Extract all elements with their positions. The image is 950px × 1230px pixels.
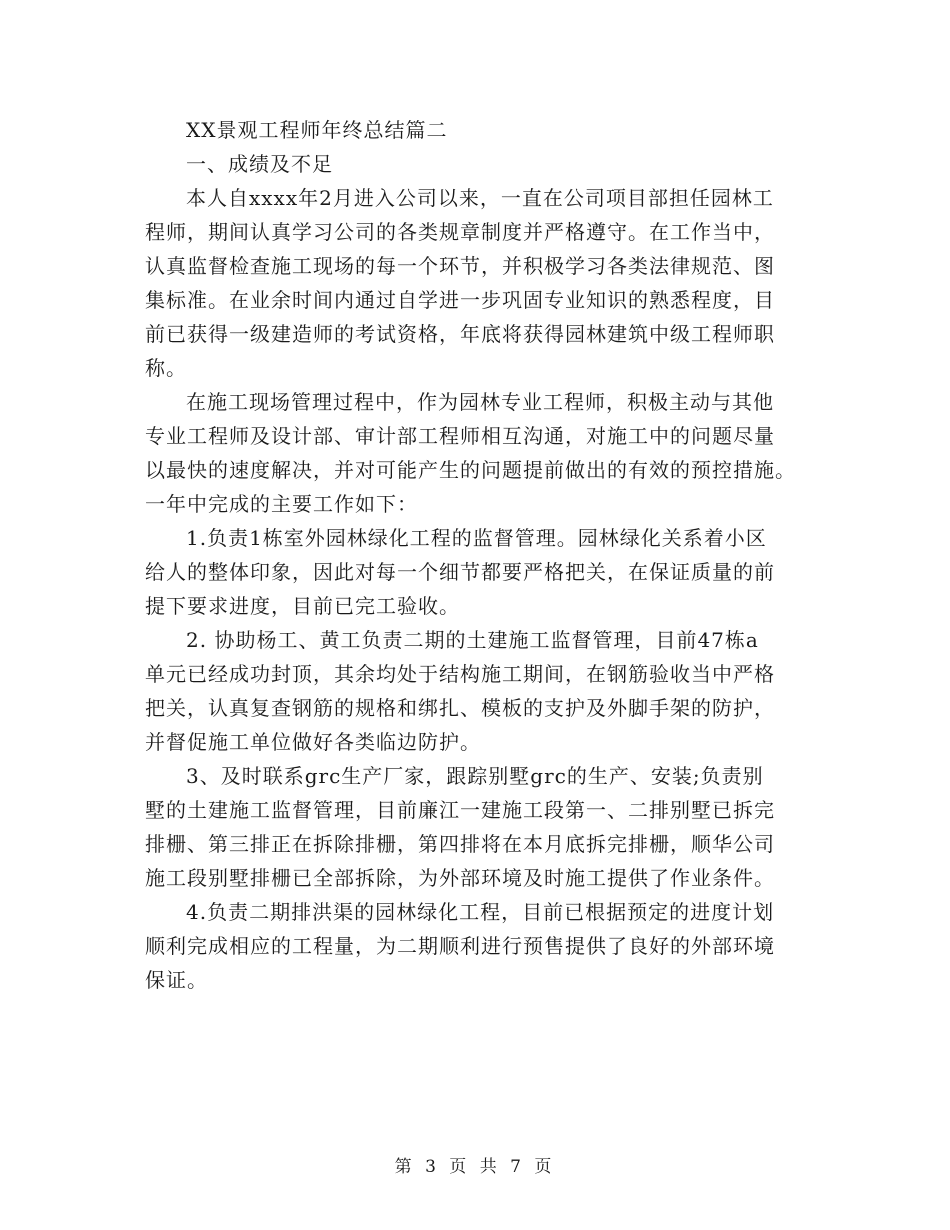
paragraph-line: 单元已经成功封顶，其余均处于结构施工期间，在钢筋验收当中严格 [145,662,775,686]
section-heading: 一、成绩及不足 [186,152,333,176]
paragraph-line: 2. 协助杨工、黄工负责二期的土建施工监督管理，目前47栋a [186,628,759,652]
paragraph-line: 并督促施工单位做好各类临边防护。 [145,730,481,754]
paragraph-line: 一年中完成的主要工作如下： [145,492,418,516]
paragraph-line: 给人的整体印象，因此对每一个细节都要严格把关，在保证质量的前 [145,560,775,584]
work-item-2 [145,623,810,759]
document-title: XX景观工程师年终总结篇二 [186,118,448,142]
paragraph-line: 3、及时联系grc生产厂家，跟踪别墅grc的生产、安装;负责别 [186,764,764,788]
document-body [145,113,810,997]
paragraph-line: 专业工程师及设计部、审计部工程师相互沟通，对施工中的问题尽量 [145,424,775,448]
paragraph-line: 程师，期间认真学习公司的各类规章制度并严格遵守。在工作当中， [145,220,775,244]
page-number-footer: 第 3 页 共 7 页 [394,1157,556,1177]
paragraph-1 [145,181,810,385]
paragraph-line: 前已获得一级建造师的考试资格，年底将获得园林建筑中级工程师职 [145,322,775,346]
paragraph-line: 顺利完成相应的工程量，为二期顺利进行预售提供了良好的外部环境 [145,934,775,958]
paragraph-line: 集标准。在业余时间内通过自学进一步巩固专业知识的熟悉程度，目 [145,288,775,312]
paragraph-line: 墅的土建施工监督管理，目前廉江一建施工段第一、二排别墅已拆完 [145,798,775,822]
paragraph-line: 在施工现场管理过程中，作为园林专业工程师，积极主动与其他 [186,390,774,414]
paragraph-line: 施工段别墅排栅已全部拆除，为外部环境及时施工提供了作业条件。 [145,866,775,890]
work-item-4 [145,895,810,997]
paragraph-line: 1.负责1栋室外园林绿化工程的监督管理。园林绿化关系着小区 [186,526,767,550]
work-item-3 [145,759,810,895]
paragraph-line: 排栅、第三排正在拆除排栅，第四排将在本月底拆完排栅，顺华公司 [145,832,775,856]
paragraph-line: 以最快的速度解决，并对可能产生的问题提前做出的有效的预控措施。 [145,458,796,482]
paragraph-line: 本人自xxxx年2月进入公司以来，一直在公司项目部担任园林工 [186,186,774,210]
paragraph-line: 提下要求进度，目前已完工验收。 [145,594,460,618]
paragraph-line: 称。 [145,356,187,380]
paragraph-line: 保证。 [145,968,208,992]
paragraph-line: 认真监督检查施工现场的每一个环节，并积极学习各类法律规范、图 [145,254,775,278]
paragraph-2 [145,385,810,521]
paragraph-line: 把关，认真复查钢筋的规格和绑扎、模板的支护及外脚手架的防护， [145,696,775,720]
paragraph-line: 4.负责二期排洪渠的园林绿化工程，目前已根据预定的进度计划 [186,900,775,924]
work-item-1 [145,521,810,623]
